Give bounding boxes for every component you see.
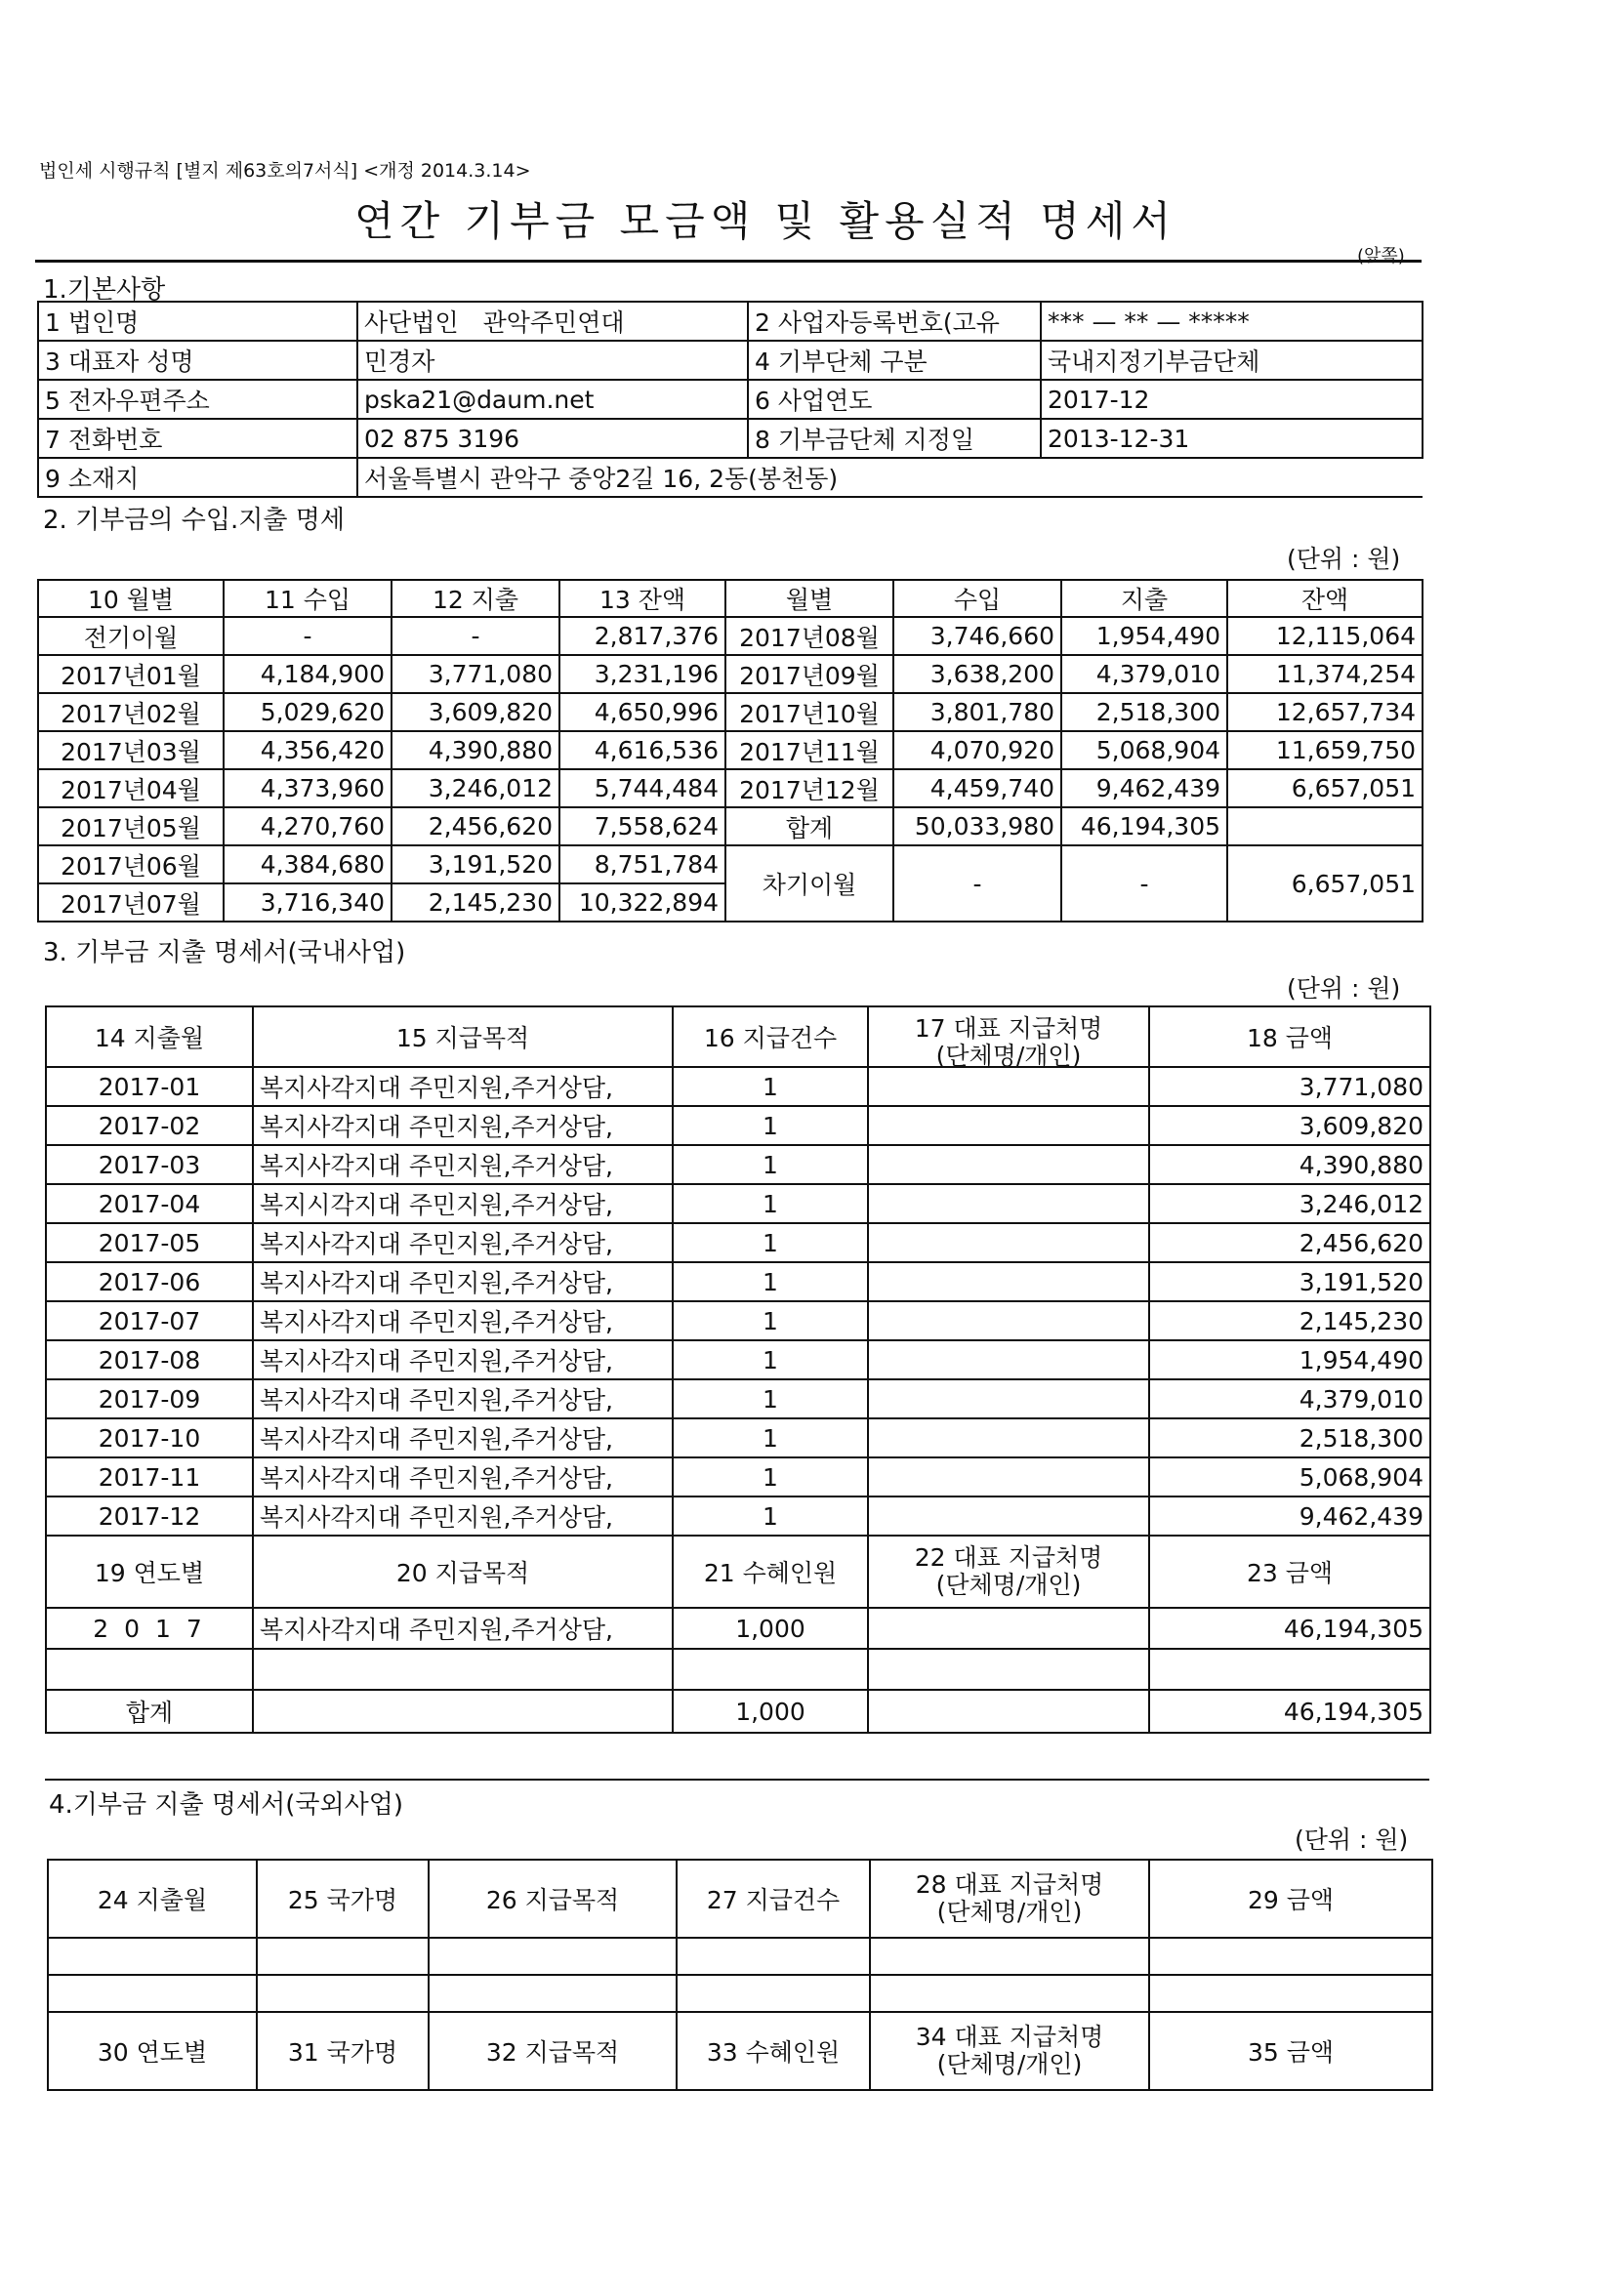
foreign-expense-table [47,1859,1433,2091]
empty-cell [1149,1938,1432,1975]
table-row [46,1223,1430,1262]
count-cell: 1 [673,1418,868,1457]
income-cell: 4,184,900 [224,655,392,693]
recipient-cell [868,1418,1149,1457]
col-header: 잔액 [1227,580,1423,617]
month-cell: 2017년11월 [725,731,893,769]
amount-cell: 46,194,305 [1149,1690,1430,1733]
col-header-line: 34 대표 지급처명 [915,2023,1104,2051]
expense-cell: 3,771,080 [392,655,559,693]
month-cell: 2017-05 [46,1223,253,1262]
table-row [38,655,1423,693]
empty-cell [673,1649,868,1690]
month-cell: 2017-03 [46,1145,253,1184]
month-cell: 2017-06 [46,1262,253,1301]
table-row [46,1340,1430,1379]
income-cell: 4,373,960 [224,769,392,807]
purpose-cell: 복지사각지대 주민지원,주거상담, [253,1145,673,1184]
table-row [46,1379,1430,1418]
month-cell: 2017-02 [46,1106,253,1145]
count-cell: 1 [673,1301,868,1340]
recipient-cell [868,1690,1149,1733]
income-cell: 4,070,920 [893,731,1061,769]
col-header: 16 지급건수 [673,1006,868,1067]
empty-cell [48,1975,257,2012]
empty-cell [1149,1975,1432,2012]
income-cell: 3,638,200 [893,655,1061,693]
recipient-cell [868,1496,1149,1536]
col-header: 25 국가명 [257,1860,429,1938]
year-cell: 2 0 1 7 [46,1608,253,1649]
purpose-cell: 복지사각지대 주민지원,주거상담, [253,1067,673,1106]
empty-cell [48,1938,257,1975]
purpose-cell: 복지사각지대 주민지원,주거상담, [253,1418,673,1457]
expense-cell: 4,379,010 [1061,655,1227,693]
info-row [38,419,1423,458]
col-header: 26 지급목적 [429,1860,677,1938]
income-cell: - [224,617,392,655]
unit-label: (단위 : 원) [1287,545,1401,573]
amount-cell: 46,194,305 [1149,1608,1430,1649]
amount-cell: 3,191,520 [1149,1262,1430,1301]
income-cell: 4,459,740 [893,769,1061,807]
empty-cell [253,1649,673,1690]
info-label: 3 대표자 성명 [38,341,357,380]
section2-heading: 2. 기부금의 수입.지출 명세 [43,506,346,535]
info-label: 4 기부단체 구분 [748,341,1041,380]
purpose-cell: 복지사각지대 주민지원,주거상담, [253,1223,673,1262]
col-header: 20 지급목적 [253,1536,673,1608]
table-row [46,1418,1430,1457]
page-side-label: (앞쪽) [1357,246,1405,266]
info-value: 2013-12-31 [1041,419,1423,458]
count-cell: 1 [673,1145,868,1184]
info-label: 2 사업자등록번호(고유 [748,302,1041,341]
recipient-cell [868,1457,1149,1496]
balance-cell: 12,115,064 [1227,617,1423,655]
table-header-row [46,1006,1430,1067]
month-cell: 2017년06월 [38,845,224,883]
table-row [38,731,1423,769]
col-header-line: (단체명/개인) [936,1898,1083,1926]
info-label: 6 사업연도 [748,380,1041,419]
table-row [46,1184,1430,1223]
balance-cell: 4,616,536 [559,731,725,769]
month-cell: 2017-09 [46,1379,253,1418]
month-cell: 2017년04월 [38,769,224,807]
col-header: 15 지급목적 [253,1006,673,1067]
count-cell: 1 [673,1496,868,1536]
count-cell: 1 [673,1457,868,1496]
table-header-row [46,1536,1430,1608]
balance-cell: 6,657,051 [1227,769,1423,807]
total-label: 합계 [46,1690,253,1733]
unit-label: (단위 : 원) [1287,974,1401,1003]
balance-cell: 3,231,196 [559,655,725,693]
col-header-recipient [870,2012,1149,2090]
empty-cell [257,1975,429,2012]
month-cell: 2017-04 [46,1184,253,1223]
col-header-recipient [868,1006,1149,1070]
recipient-cell [868,1067,1149,1106]
info-value: 국내지정기부금단체 [1041,341,1423,380]
count-cell: 1 [673,1106,868,1145]
info-label: 9 소재지 [38,458,357,497]
amount-cell: 3,246,012 [1149,1184,1430,1223]
purpose-cell: 복지사각지대 주민지원,주거상담, [253,1340,673,1379]
balance-cell: 2,817,376 [559,617,725,655]
recipient-cell [868,1106,1149,1145]
month-cell: 2017년07월 [38,883,224,922]
table-row [46,1608,1430,1649]
page-title: 연간 기부금 모금액 및 활용실적 명세서 [354,197,1176,245]
col-header: 32 지급목적 [429,2012,677,2090]
month-cell: 2017년05월 [38,807,224,845]
info-row [38,302,1423,341]
empty-cell [1149,1649,1430,1690]
form-reference: 법인세 시행규칙 [별지 제63호의7서식] <개정 2014.3.14> [39,160,531,182]
col-header: 10 월별 [38,580,224,617]
income-cell: 3,746,660 [893,617,1061,655]
unit-label: (단위 : 원) [1295,1825,1409,1854]
info-value: 서울특별시 관악구 중앙2길 16, 2동(봉천동) [357,458,1423,497]
carry-over-expense: - [1061,845,1227,922]
total-expense: 46,194,305 [1061,807,1227,845]
income-cell: 3,716,340 [224,883,392,922]
balance-cell: 12,657,734 [1227,693,1423,731]
beneficiary-cell: 1,000 [673,1608,868,1649]
balance-cell: 11,659,750 [1227,731,1423,769]
income-cell: 3,801,780 [893,693,1061,731]
purpose-cell: 복지사각지대 주민지원,주거상담, [253,1379,673,1418]
col-header: 월별 [725,580,893,617]
table-row [46,1301,1430,1340]
amount-cell: 4,390,880 [1149,1145,1430,1184]
count-cell: 1 [673,1067,868,1106]
table-row [46,1262,1430,1301]
col-header-recipient [868,1536,1149,1608]
section1-heading: 1.기본사항 [43,275,166,305]
domestic-expense-table [45,1005,1431,1734]
recipient-cell [868,1379,1149,1418]
table-row [38,617,1423,655]
col-header: 12 지출 [392,580,559,617]
income-cell: 4,356,420 [224,731,392,769]
col-header: 29 금액 [1149,1860,1432,1938]
month-cell: 2017년12월 [725,769,893,807]
recipient-cell [868,1145,1149,1184]
col-header: 30 연도별 [48,2012,257,2090]
carry-over-income: - [893,845,1061,922]
empty-cell [46,1649,253,1690]
purpose-cell: 복지사각지대 주민지원,주거상담, [253,1106,673,1145]
info-value: 사단법인 관악주민연대 [357,302,748,341]
month-cell: 2017년08월 [725,617,893,655]
purpose-cell: 복지사각지대 주민지원,주거상담, [253,1608,673,1649]
basic-info-table [37,301,1423,498]
col-header: 19 연도별 [46,1536,253,1608]
amount-cell: 2,145,230 [1149,1301,1430,1340]
empty-cell [677,1938,870,1975]
col-header: 14 지출월 [46,1006,253,1067]
col-header: 27 지급건수 [677,1860,870,1938]
empty-cell [429,1938,677,1975]
month-cell: 전기이월 [38,617,224,655]
info-value: 02 875 3196 [357,419,748,458]
amount-cell: 3,771,080 [1149,1067,1430,1106]
col-header-line: 17 대표 지급처명 [914,1014,1103,1043]
info-label: 8 기부금단체 지정일 [748,419,1041,458]
expense-cell: 2,518,300 [1061,693,1227,731]
info-label: 7 전화번호 [38,419,357,458]
purpose-cell: 복지사각지대 주민지원,주거상담, [253,1457,673,1496]
month-cell: 2017년03월 [38,731,224,769]
table-row [46,1649,1430,1690]
purpose-cell: 복지시각지대 주민지원,주거상담, [253,1184,673,1223]
section3-heading: 3. 기부금 지출 명세서(국내사업) [43,938,406,967]
info-row [38,341,1423,380]
month-cell: 2017-01 [46,1067,253,1106]
expense-cell: 1,954,490 [1061,617,1227,655]
purpose-cell: 복지사각지대 주민지원,주거상담, [253,1262,673,1301]
income-cell: 4,270,760 [224,807,392,845]
expense-cell: 5,068,904 [1061,731,1227,769]
count-cell: 1 [673,1340,868,1379]
carry-over-label: 차기이월 [725,845,893,922]
expense-cell: 4,390,880 [392,731,559,769]
table-row [46,1106,1430,1145]
month-cell: 2017-07 [46,1301,253,1340]
recipient-cell [868,1340,1149,1379]
col-header: 18 금액 [1149,1006,1430,1067]
info-value: pska21@daum.net [357,380,748,419]
balance-cell: 4,650,996 [559,693,725,731]
table-row [46,1067,1430,1106]
col-header: 33 수혜인원 [677,2012,870,2090]
table-row [46,1496,1430,1536]
income-cell: 4,384,680 [224,845,392,883]
total-label: 합계 [725,807,893,845]
col-header: 지출 [1061,580,1227,617]
purpose-cell: 복지사각지대 주민지원,주거상담, [253,1301,673,1340]
empty-cell [870,1938,1149,1975]
count-cell: 1 [673,1262,868,1301]
month-cell: 2017년02월 [38,693,224,731]
balance-cell: 5,744,484 [559,769,725,807]
balance-cell: 10,322,894 [559,883,725,922]
col-header-line: (단체명/개인) [935,1571,1082,1599]
header-rule [35,260,1422,263]
recipient-cell [868,1301,1149,1340]
expense-cell: - [392,617,559,655]
empty-cell [868,1649,1149,1690]
month-cell: 2017-12 [46,1496,253,1536]
amount-cell: 9,462,439 [1149,1496,1430,1536]
info-value: 2017-12 [1041,380,1423,419]
table-row [38,693,1423,731]
table-row [38,769,1423,807]
amount-cell: 3,609,820 [1149,1106,1430,1145]
income-cell: 5,029,620 [224,693,392,731]
table-header-row [48,1860,1432,1938]
col-header: 21 수혜인원 [673,1536,868,1608]
table-header-row [48,2012,1432,2090]
month-cell: 2017년10월 [725,693,893,731]
month-cell: 2017년01월 [38,655,224,693]
total-row [46,1690,1430,1733]
amount-cell: 2,456,620 [1149,1223,1430,1262]
recipient-cell [868,1223,1149,1262]
table-row [38,807,1423,845]
table-header-row [38,580,1423,617]
income-expense-table [37,579,1423,922]
info-value: 민경자 [357,341,748,380]
info-label: 1 법인명 [38,302,357,341]
col-header: 23 금액 [1149,1536,1430,1608]
expense-cell: 2,456,620 [392,807,559,845]
balance-cell: 7,558,624 [559,807,725,845]
section4-rule [45,1779,1429,1781]
info-label: 5 전자우편주소 [38,380,357,419]
expense-cell: 9,462,439 [1061,769,1227,807]
col-header-line: 28 대표 지급처명 [915,1870,1104,1899]
empty-cell [257,1938,429,1975]
total-balance [1227,807,1423,845]
col-header-recipient [870,1860,1149,1938]
balance-cell: 8,751,784 [559,845,725,883]
empty-cell [677,1975,870,2012]
beneficiary-cell: 1,000 [673,1690,868,1733]
count-cell: 1 [673,1184,868,1223]
expense-cell: 3,609,820 [392,693,559,731]
recipient-cell [868,1608,1149,1649]
purpose-cell [253,1690,673,1733]
count-cell: 1 [673,1379,868,1418]
month-cell: 2017-11 [46,1457,253,1496]
col-header-line: 22 대표 지급처명 [914,1543,1103,1572]
col-header-line: (단체명/개인) [935,1042,1082,1070]
expense-cell: 3,246,012 [392,769,559,807]
col-header: 24 지출월 [48,1860,257,1938]
carry-over-balance: 6,657,051 [1227,845,1423,922]
info-row-address [38,458,1423,497]
count-cell: 1 [673,1223,868,1262]
table-row [46,1457,1430,1496]
col-header: 35 금액 [1149,2012,1432,2090]
total-income: 50,033,980 [893,807,1061,845]
month-cell: 2017-10 [46,1418,253,1457]
expense-cell: 2,145,230 [392,883,559,922]
info-value: *** — ** — ***** [1041,302,1423,341]
month-cell: 2017년09월 [725,655,893,693]
info-row [38,380,1423,419]
col-header: 수입 [893,580,1061,617]
amount-cell: 5,068,904 [1149,1457,1430,1496]
col-header: 31 국가명 [257,2012,429,2090]
purpose-cell: 복지사각지대 주민지원,주거상담, [253,1496,673,1536]
table-row [48,1975,1432,2012]
amount-cell: 2,518,300 [1149,1418,1430,1457]
balance-cell: 11,374,254 [1227,655,1423,693]
table-row [38,845,1423,883]
col-header: 13 잔액 [559,580,725,617]
empty-cell [429,1975,677,2012]
amount-cell: 1,954,490 [1149,1340,1430,1379]
recipient-cell [868,1184,1149,1223]
amount-cell: 4,379,010 [1149,1379,1430,1418]
col-header: 11 수입 [224,580,392,617]
section4-heading: 4.기부금 지출 명세서(국외사업) [49,1790,404,1820]
expense-cell: 3,191,520 [392,845,559,883]
recipient-cell [868,1262,1149,1301]
empty-cell [870,1975,1149,2012]
col-header-line: (단체명/개인) [936,2050,1083,2078]
month-cell: 2017-08 [46,1340,253,1379]
table-row [48,1938,1432,1975]
table-row [46,1145,1430,1184]
